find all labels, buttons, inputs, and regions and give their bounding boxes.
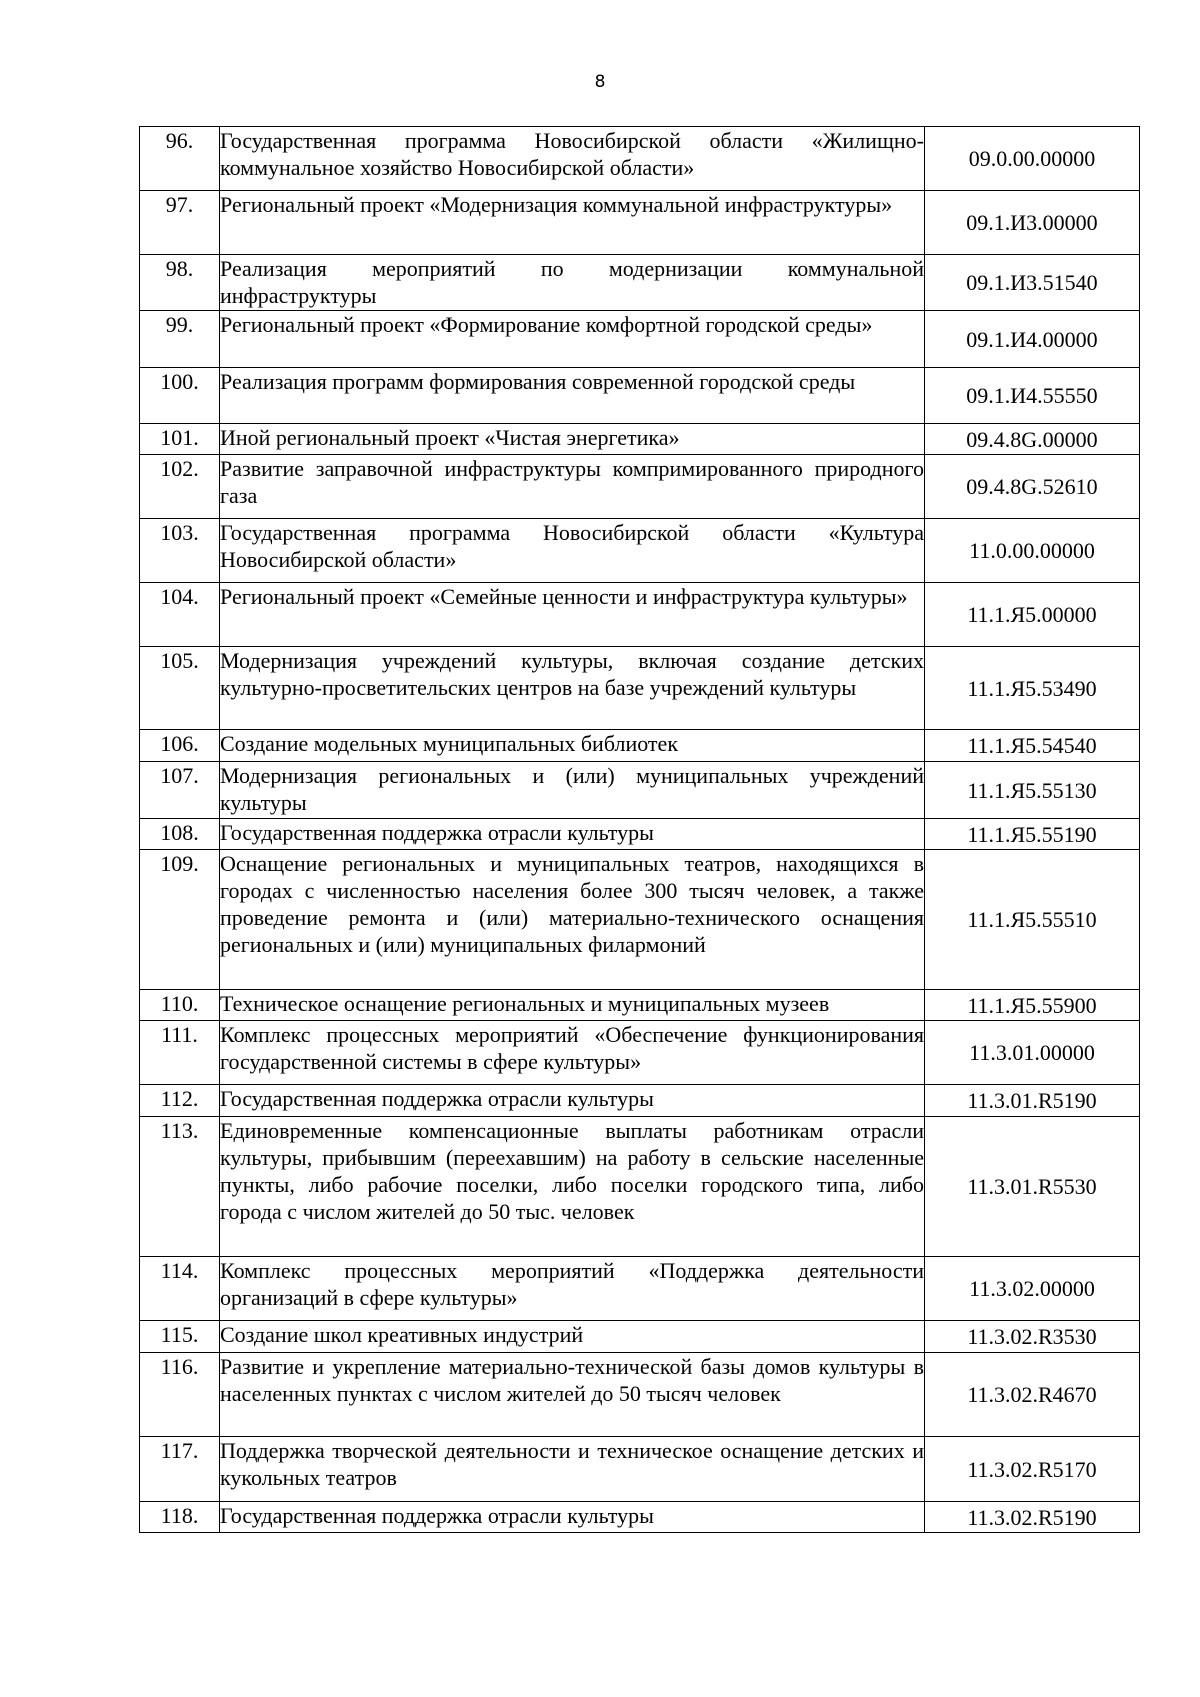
table-row: [140, 990, 1140, 1021]
row-number: 97.: [140, 191, 220, 255]
row-code: 09.1.И4.00000: [925, 311, 1140, 368]
row-code: 09.1.И3.00000: [925, 191, 1140, 255]
row-code: 11.0.00.00000: [925, 519, 1140, 583]
table-row: [140, 1502, 1140, 1533]
page-number: 8: [594, 72, 606, 92]
row-name: Комплекс процессных мероприятий «Обеспечение функционирования государственной системы в сфере культуры»: [220, 1021, 925, 1085]
table-body: [140, 127, 1140, 1533]
table-row: [140, 1021, 1140, 1085]
row-number: 117.: [140, 1437, 220, 1502]
row-code: 11.3.02.00000: [925, 1257, 1140, 1321]
row-name: Реализация мероприятий по модернизации коммунальной инфраструктуры: [220, 255, 925, 311]
table-row: [140, 762, 1140, 819]
row-name: Развитие и укрепление материально-технической базы домов культуры в населенных пунктах с числом жителей до 50 тысяч человек: [220, 1353, 925, 1437]
row-code: 11.3.02.R5170: [925, 1437, 1140, 1502]
row-name: Модернизация учреждений культуры, включая создание детских культурно-просветительских центров на базе учреждений культуры: [220, 647, 925, 730]
row-number: 107.: [140, 762, 220, 819]
table-row: [140, 127, 1140, 191]
row-name: Единовременные компенсационные выплаты работникам отрасли культуры, прибывшим (переехавшим) на работу в сельские населенные пункты, либо рабочие поселки, либо поселки городского типа, либо города с числом жителей до 50 тыс. человек: [220, 1117, 925, 1257]
table-row: [140, 730, 1140, 762]
row-number: 104.: [140, 583, 220, 647]
row-name: Техническое оснащение региональных и муниципальных музеев: [220, 990, 925, 1021]
row-number: 108.: [140, 819, 220, 850]
row-code: 11.3.02.R4670: [925, 1353, 1140, 1437]
row-name: Комплекс процессных мероприятий «Поддержка деятельности организаций в сфере культуры»: [220, 1257, 925, 1321]
row-code: 11.3.01.R5530: [925, 1117, 1140, 1257]
row-code: 11.1.Я5.55510: [925, 850, 1140, 990]
row-code: 11.3.01.R5190: [925, 1085, 1140, 1117]
row-code: 11.3.02.R3530: [925, 1321, 1140, 1353]
table-row: [140, 850, 1140, 990]
table-row: [140, 1257, 1140, 1321]
table-row: [140, 1117, 1140, 1257]
row-code: 11.1.Я5.53490: [925, 647, 1140, 730]
row-code: 09.1.И3.51540: [925, 255, 1140, 311]
row-code: 09.1.И4.55550: [925, 368, 1140, 424]
row-number: 101.: [140, 424, 220, 455]
row-name: Государственная программа Новосибирской области «Культура Новосибирской области»: [220, 519, 925, 583]
row-code: 11.1.Я5.54540: [925, 730, 1140, 762]
row-name: Поддержка творческой деятельности и техническое оснащение детских и кукольных театров: [220, 1437, 925, 1502]
table-row: [140, 1085, 1140, 1117]
row-code: 09.4.8G.00000: [925, 424, 1140, 455]
row-number: 115.: [140, 1321, 220, 1353]
row-name: Реализация программ формирования современной городской среды: [220, 368, 925, 424]
row-number: 111.: [140, 1021, 220, 1085]
row-name: Государственная поддержка отрасли культуры: [220, 1502, 925, 1533]
row-number: 118.: [140, 1502, 220, 1533]
table-row: [140, 1353, 1140, 1437]
row-number: 105.: [140, 647, 220, 730]
row-number: 96.: [140, 127, 220, 191]
row-name: Создание школ креативных индустрий: [220, 1321, 925, 1353]
row-name: Модернизация региональных и (или) муниципальных учреждений культуры: [220, 762, 925, 819]
row-number: 110.: [140, 990, 220, 1021]
row-name: Создание модельных муниципальных библиотек: [220, 730, 925, 762]
row-code: 11.1.Я5.55900: [925, 990, 1140, 1021]
row-code: 11.3.02.R5190: [925, 1502, 1140, 1533]
budget-classification-table: [139, 126, 1140, 1533]
row-name: Иной региональный проект «Чистая энергетика»: [220, 424, 925, 455]
table-row: [140, 424, 1140, 455]
row-name: Государственная поддержка отрасли культуры: [220, 1085, 925, 1117]
row-name: Региональный проект «Формирование комфортной городской среды»: [220, 311, 925, 368]
table-row: [140, 583, 1140, 647]
row-name: Региональный проект «Семейные ценности и инфраструктура культуры»: [220, 583, 925, 647]
table-row: [140, 1321, 1140, 1353]
row-code: 09.0.00.00000: [925, 127, 1140, 191]
row-number: 99.: [140, 311, 220, 368]
row-name: Развитие заправочной инфраструктуры компримированного природного газа: [220, 455, 925, 519]
row-number: 106.: [140, 730, 220, 762]
table-row: [140, 255, 1140, 311]
row-code: 09.4.8G.52610: [925, 455, 1140, 519]
table-row: [140, 455, 1140, 519]
row-name: Государственная поддержка отрасли культуры: [220, 819, 925, 850]
table-row: [140, 519, 1140, 583]
row-number: 114.: [140, 1257, 220, 1321]
table-row: [140, 191, 1140, 255]
row-number: 116.: [140, 1353, 220, 1437]
row-number: 100.: [140, 368, 220, 424]
table-row: [140, 647, 1140, 730]
row-number: 98.: [140, 255, 220, 311]
row-number: 102.: [140, 455, 220, 519]
row-number: 113.: [140, 1117, 220, 1257]
row-number: 109.: [140, 850, 220, 990]
row-name: Государственная программа Новосибирской области «Жилищно-коммунальное хозяйство Новосибирской области»: [220, 127, 925, 191]
table-row: [140, 819, 1140, 850]
table-row: [140, 368, 1140, 424]
row-code: 11.3.01.00000: [925, 1021, 1140, 1085]
row-name: Оснащение региональных и муниципальных театров, находящихся в городах с численностью населения более 300 тысяч человек, а также проведение ремонта и (или) материально-технического оснащения региональных и (или) муниципальных филармоний: [220, 850, 925, 990]
row-code: 11.1.Я5.00000: [925, 583, 1140, 647]
table-row: [140, 1437, 1140, 1502]
row-name: Региональный проект «Модернизация коммунальной инфраструктуры»: [220, 191, 925, 255]
row-number: 103.: [140, 519, 220, 583]
row-number: 112.: [140, 1085, 220, 1117]
row-code: 11.1.Я5.55190: [925, 819, 1140, 850]
row-code: 11.1.Я5.55130: [925, 762, 1140, 819]
table-row: [140, 311, 1140, 368]
